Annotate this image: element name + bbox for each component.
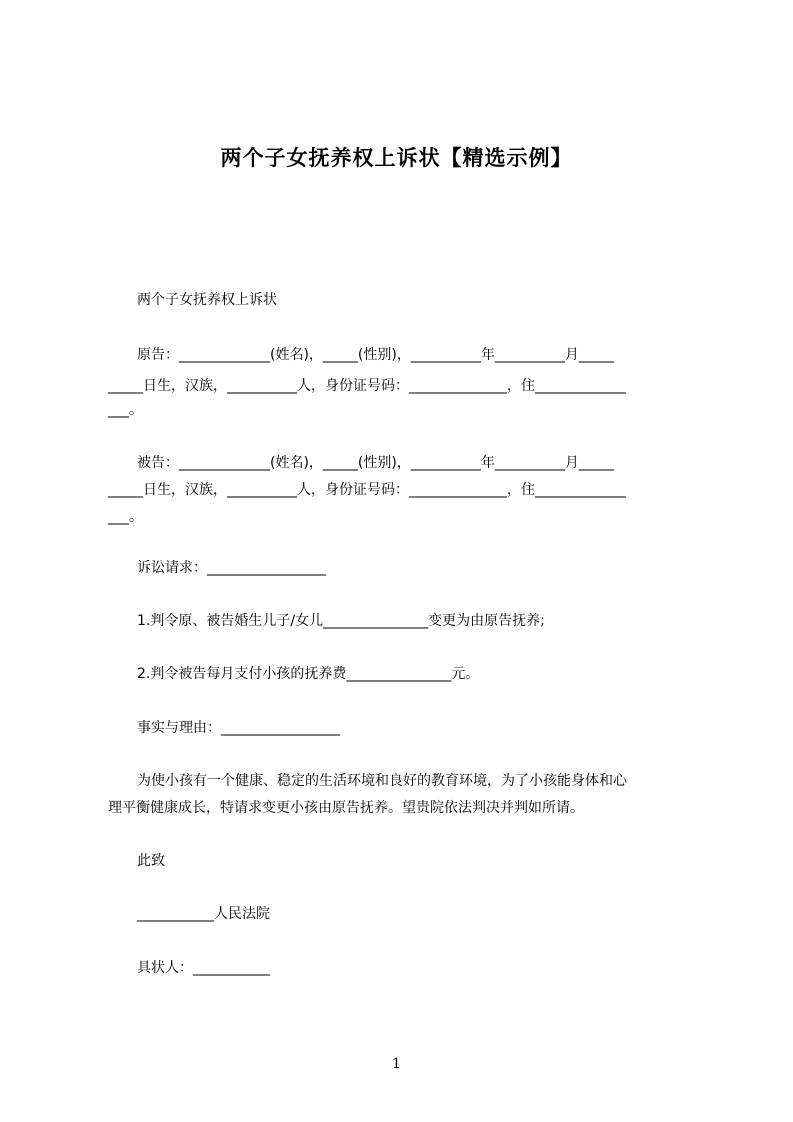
- facts-line-1: 为使小孩有一个健康、稳定的生活环境和良好的教育环境，为了小孩能身体和心: [137, 773, 627, 789]
- plaintiff-line-2: _____日生，汉族，__________人，身份证号码：______________，住_____________: [108, 378, 626, 394]
- subtitle: 两个子女抚养权上诉状: [137, 292, 277, 308]
- claim-2: 2.判令被告每月支付小孩的抚养费_______________元。: [137, 666, 480, 682]
- defendant-line-2: _____日生，汉族，__________人，身份证号码：______________，住_____________: [108, 482, 626, 498]
- plaintiff-line-3: ___。: [108, 402, 143, 418]
- defendant-line-1: 被告：_____________(姓名)，_____(性别)，__________年__________月_____: [137, 455, 614, 471]
- claims-heading: 诉讼请求：_________________: [137, 560, 326, 576]
- claim-1: 1.判令原、被告婚生儿子/女儿_______________变更为由原告抚养;: [137, 613, 545, 629]
- plaintiff-line-1: 原告：_____________(姓名)，_____(性别)，__________年__________月_____: [137, 347, 614, 363]
- signer-line: 具状人：___________: [137, 960, 270, 976]
- court-line: ___________人民法院: [137, 906, 270, 922]
- facts-line-2: 理平衡健康成长，特请求变更小孩由原告抚养。望贵院依法判决并判如所请。: [108, 800, 584, 816]
- salutation: 此致: [137, 853, 165, 869]
- document-title: 两个子女抚养权上诉状【精选示例】: [220, 146, 573, 170]
- page-number: 1: [392, 1056, 401, 1072]
- facts-heading: 事实与理由：_________________: [137, 720, 340, 736]
- defendant-line-3: ___。: [108, 509, 143, 525]
